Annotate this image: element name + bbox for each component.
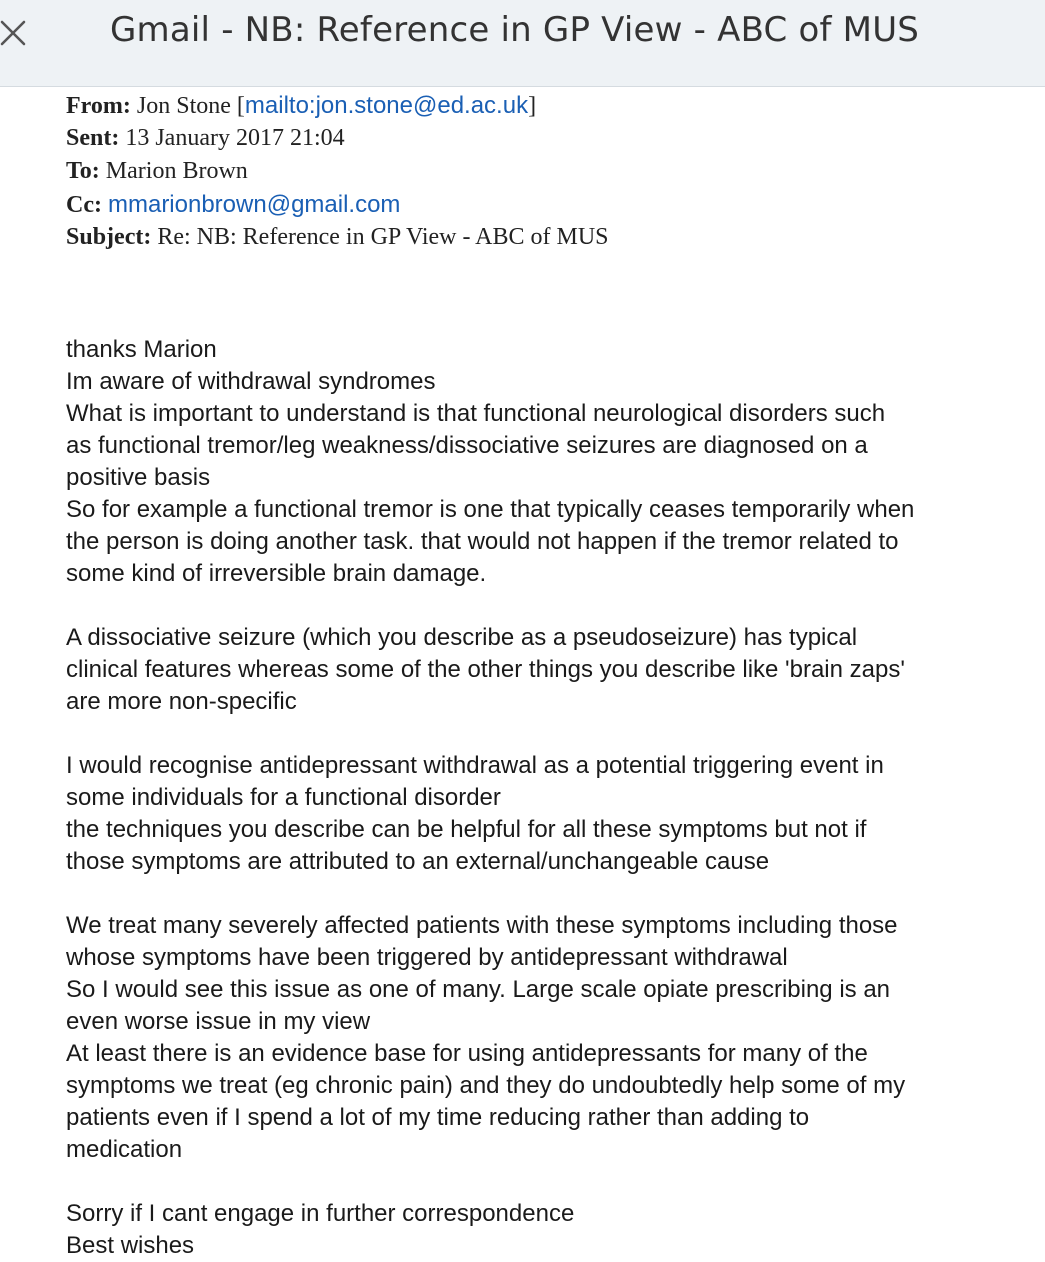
from-label: From: [66,93,131,119]
body-line: Im aware of withdrawal syndromes [66,368,436,395]
blank-line [66,718,1026,750]
body-line: clinical features whereas some of the other things you describe like 'brain zaps' [66,656,905,683]
subject-label: Subject: [66,224,152,250]
email-body [66,334,1026,1262]
from-email-link[interactable]: mailto:jon.stone@ed.ac.uk [244,92,529,119]
body-line: patients even if I spend a lot of my time reducing rather than adding to [66,1104,810,1131]
body-line: the person is doing another task. that would not happen if the tremor related to [66,528,899,555]
body-line: those symptoms are attributed to an external/unchangeable cause [66,848,770,875]
window-title-bar [0,0,1045,87]
body-line: whose symptoms have been triggered by antidepressant withdrawal [66,944,788,971]
cc-label: Cc: [66,192,102,218]
from-row [66,89,1016,122]
body-line: the techniques you describe can be helpful for all these symptoms but not if [66,816,867,843]
bracket-close: ] [528,93,537,119]
body-line: some kind of irreversible brain damage. [66,560,487,587]
close-icon[interactable] [0,14,28,54]
body-line: some individuals for a functional disorder [66,784,501,811]
body-line: A dissociative seizure (which you describe as a pseudoseizure) has typical [66,624,858,651]
body-line: At least there is an evidence base for using antidepressants for many of the [66,1040,868,1067]
body-line: thanks Marion [66,336,217,363]
to-value: Marion Brown [105,158,248,184]
body-line: Sorry if I cant engage in further correspondence [66,1200,575,1227]
body-line: So I would see this issue as one of many. Large scale opiate prescribing is an [66,976,891,1003]
body-line: What is important to understand is that functional neurological disorders such [66,400,886,427]
sent-label: Sent: [66,125,120,151]
to-row [66,155,1016,188]
window-title: Gmail - NB: Reference in GP View - ABC of MUS [110,10,920,50]
blank-line [66,878,1026,910]
body-line: So for example a functional tremor is one that typically ceases temporarily when [66,496,915,523]
body-line: medication [66,1136,183,1163]
subject-row [66,221,1016,254]
body-line: symptoms we treat (eg chronic pain) and they do undoubtedly help some of my [66,1072,906,1099]
from-name: Jon Stone [136,93,231,119]
subject-value: Re: NB: Reference in GP View - ABC of MUS [157,224,609,250]
body-line: are more non-specific [66,688,297,715]
sent-row [66,122,1016,155]
blank-line [66,590,1026,622]
body-line: even worse issue in my view [66,1008,371,1035]
sent-value: 13 January 2017 21:04 [125,125,345,151]
bracket-open: [ [236,93,245,119]
body-line: We treat many severely affected patients with these symptoms including those [66,912,898,939]
blank-line [66,1166,1026,1198]
body-line: positive basis [66,464,211,491]
body-line: I would recognise antidepressant withdrawal as a potential triggering event in [66,752,884,779]
to-label: To: [66,158,100,184]
body-line: as functional tremor/leg weakness/dissociative seizures are diagnosed on a [66,432,868,459]
cc-email-link[interactable]: mmarionbrown@gmail.com [107,191,401,218]
cc-row [66,188,1016,221]
email-headers [66,89,1016,254]
body-line: Best wishes [66,1232,195,1259]
